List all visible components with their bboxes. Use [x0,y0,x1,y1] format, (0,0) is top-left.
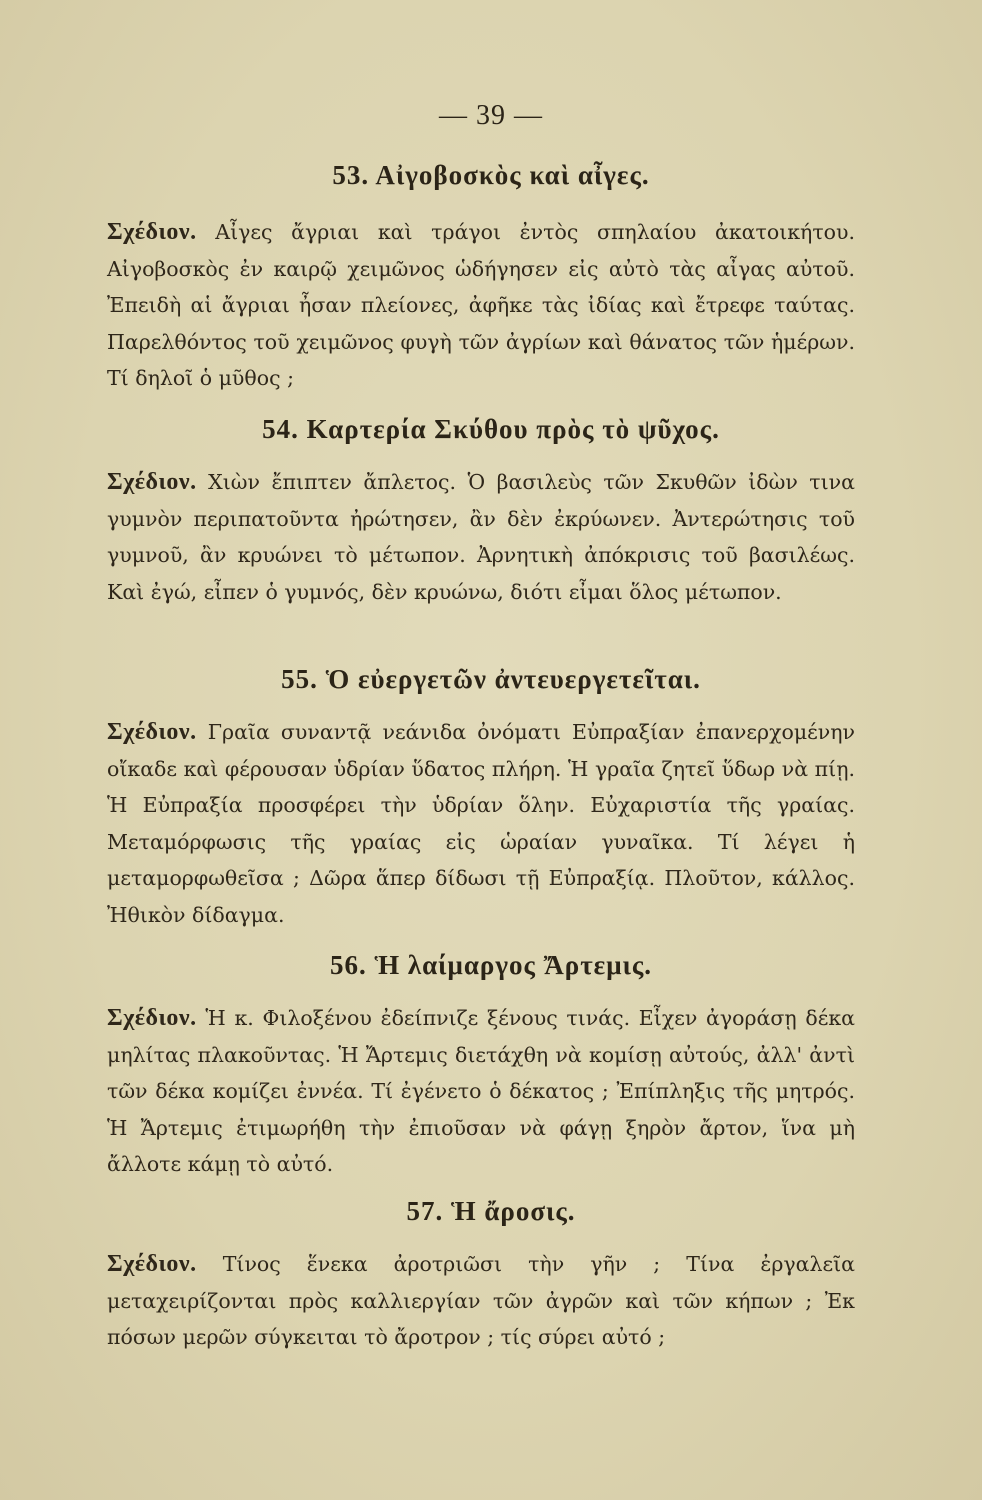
section-paragraph-56 [107,1000,855,1183]
page-number: — 39 — [439,100,543,131]
section-lead-54: Σχέδιον. [107,469,197,495]
section-lead-55: Σχέδιον. [107,719,197,745]
section-heading-53: 53. Αἰγοβοσκὸς καὶ αἶγες. [332,160,650,190]
section-heading-57: 57. Ἡ ἄροσις. [406,1196,576,1226]
section-paragraph-53 [107,214,855,397]
section-heading-54: 54. Καρτερία Σκύθου πρὸς τὸ ψῦχος. [262,414,720,444]
section-text-53: Αἶγες ἄγριαι καὶ τράγοι ἐντὸς σπηλαίου ἀκατοικήτου. Αἰγοβοσκὸς ἐν καιρῷ χειμῶνος ὡδήγησεν εἰς αὐτὸ τὰς αἶγας αὐτοῦ. Ἐπειδὴ αἱ ἄγριαι ἦσαν πλείονες, ἀφῆκε τὰς ἰδίας καὶ ἔτρεφε ταύτας. Παρελθόντος τοῦ χειμῶνος φυγὴ τῶν ἀγρίων καὶ θάνατος τῶν ἡμέρων. Τί δηλοῖ ὁ μῦθος ; [107,220,855,390]
section-text-56: Ἡ κ. Φιλοξένου ἐδείπνιζε ξένους τινάς. Εἶχεν ἀγοράσῃ δέκα μηλίτας πλακοῦντας. Ἡ Ἄρτεμις διετάχθη νὰ κομίσῃ αὐτούς, ἀλλ' ἀντὶ τῶν δέκα κομίζει ἐννέα. Τί ἐγένετο ὁ δέκατος ; Ἐπίπληξις τῆς μητρός. Ἡ Ἄρτεμις ἐτιμωρήθη τὴν ἐπιοῦσαν νὰ φάγῃ ξηρὸν ἄρτον, ἵνα μὴ ἄλλοτε κάμῃ τὸ αὐτό. [107,1006,855,1176]
section-heading-56: 56. Ἡ λαίμαργος Ἄρτεμις. [329,950,653,980]
section-heading-55: 55. Ὁ εὐεργετῶν ἀντευεργετεῖται. [281,664,701,694]
section-text-55: Γραῖα συναντᾷ νεάνιδα ὀνόματι Εὐπραξίαν ἐπανερχομένην οἴκαδε καὶ φέρουσαν ὑδρίαν ὕδατος πλήρη. Ἡ γραῖα ζητεῖ ὕδωρ νὰ πίῃ. Ἡ Εὐπραξία προσφέρει τὴν ὑδρίαν ὅλην. Εὐχαριστία τῆς γραίας. Μεταμόρφωσις τῆς γραίας εἰς ὡραίαν γυναῖκα. Τί λέγει ἡ μεταμορφωθεῖσα ; Δῶρα ἅπερ δίδωσι τῇ Εὐπραξίᾳ. Πλοῦτον, κάλλος. Ἠθικὸν δίδαγμα. [107,720,855,927]
section-paragraph-54 [107,464,855,610]
section-text-57: Τίνος ἕνεκα ἀροτριῶσι τὴν γῆν ; Τίνα ἐργαλεῖα μεταχειρίζονται πρὸς καλλιεργίαν τῶν ἀγρῶν καὶ τῶν κήπων ; Ἐκ πόσων μερῶν σύγκειται τὸ ἄροτρον ; τίς σύρει αὐτό ; [107,1252,855,1349]
section-paragraph-57 [107,1246,855,1356]
section-lead-56: Σχέδιον. [107,1005,197,1031]
section-lead-53: Σχέδιον. [107,219,197,245]
section-text-54: Χιὼν ἔπιπτεν ἄπλετος. Ὁ βασιλεὺς τῶν Σκυθῶν ἰδὼν τινα γυμνὸν περιπατοῦντα ἠρώτησεν, ἂν δὲν ἐκρύωνεν. Ἀντερώτησις τοῦ γυμνοῦ, ἂν κρυώνει τὸ μέτωπον. Ἀρνητικὴ ἀπόκρισις τοῦ βασιλέως. Καὶ ἐγώ, εἶπεν ὁ γυμνός, δὲν κρυώνω, διότι εἶμαι ὅλος μέτωπον. [107,470,855,604]
section-paragraph-55 [107,714,855,933]
section-lead-57: Σχέδιον. [107,1251,197,1277]
